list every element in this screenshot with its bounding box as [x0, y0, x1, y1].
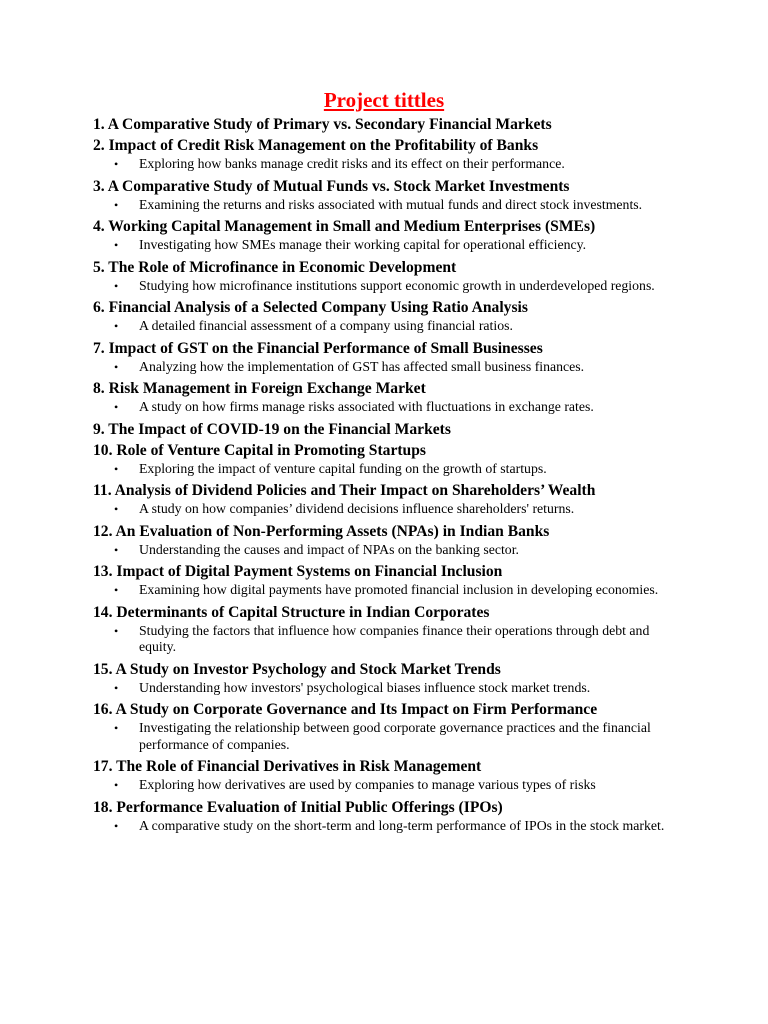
list-item — [93, 216, 683, 254]
list-item — [93, 440, 683, 478]
project-heading: 13. Impact of Digital Payment Systems on Financial Inclusion — [93, 563, 503, 580]
project-description — [93, 237, 679, 254]
project-description-text: Studying how microfinance institutions support economic growth in underdeveloped regions. — [139, 277, 655, 293]
project-description-text: Exploring how derivatives are used by companies to manage various types of risks — [139, 777, 596, 792]
project-description-text: A study on how companies’ dividend decisions influence shareholders' returns. — [139, 501, 575, 516]
project-heading: 3. A Comparative Study of Mutual Funds vs. Stock Market Investments — [93, 177, 570, 195]
project-description-text: Investigating how SMEs manage their working capital for operational efficiency. — [139, 237, 587, 252]
project-heading: 14. Determinants of Capital Structure in Indian Corporates — [93, 603, 490, 621]
project-description — [93, 156, 679, 173]
bullet-icon: • — [114, 778, 119, 792]
bullet-icon: • — [114, 238, 119, 252]
bullet-icon: • — [114, 502, 119, 516]
project-heading: 10. Role of Venture Capital in Promoting Startups — [93, 441, 426, 459]
bullet-icon: • — [114, 400, 119, 414]
project-description-text: Studying the factors that influence how companies finance their operations through debt and equity. — [139, 622, 650, 654]
project-description-text: Understanding the causes and impact of NPAs on the banking sector. — [139, 541, 519, 557]
project-description-text: Examining how digital payments have promoted financial inclusion in developing economies. — [139, 582, 659, 597]
project-description — [93, 680, 679, 697]
project-description-text: A detailed financial assessment of a company using financial ratios. — [139, 318, 513, 333]
project-heading: 8. Risk Management in Foreign Exchange Market — [93, 380, 426, 397]
project-heading: 9. The Impact of COVID-19 on the Financial Markets — [93, 420, 451, 438]
list-item — [93, 338, 683, 376]
bullet-icon: • — [114, 818, 119, 833]
project-description — [93, 623, 679, 656]
project-heading: 4. Working Capital Management in Small and Medium Enterprises (SMEs) — [93, 218, 596, 235]
project-heading: 6. Financial Analysis of a Selected Company Using Ratio Analysis — [93, 299, 528, 316]
bullet-icon: • — [114, 721, 119, 735]
list-item — [93, 602, 683, 656]
bullet-icon: • — [114, 278, 119, 293]
list-item — [93, 756, 683, 794]
bullet-icon: • — [114, 583, 119, 597]
bullet-icon: • — [114, 157, 119, 171]
project-description-text: A study on how firms manage risks associated with fluctuations in exchange rates. — [139, 399, 594, 414]
list-item — [93, 176, 683, 214]
project-description — [93, 197, 679, 214]
project-heading: 15. A Study on Investor Psychology and Stock Market Trends — [93, 660, 501, 678]
list-item — [93, 480, 683, 518]
project-description-text: Exploring the impact of venture capital funding on the growth of startups. — [139, 460, 547, 476]
list-item — [93, 378, 683, 416]
bullet-icon: • — [114, 623, 119, 638]
project-heading: 2. Impact of Credit Risk Management on the Profitability of Banks — [93, 137, 539, 154]
bullet-icon: • — [114, 542, 119, 557]
list-item — [93, 419, 683, 440]
project-heading: 11. Analysis of Dividend Policies and Their Impact on Shareholders’ Wealth — [93, 482, 596, 499]
bullet-icon: • — [114, 680, 119, 695]
list-item — [93, 135, 683, 173]
project-description — [93, 582, 679, 599]
project-heading: 7. Impact of GST on the Financial Performance of Small Businesses — [93, 339, 543, 357]
project-description — [93, 777, 679, 794]
project-description-text: Understanding how investors' psychological biases influence stock market trends. — [139, 679, 591, 695]
project-title-list — [93, 114, 683, 837]
list-item — [93, 114, 683, 135]
project-description — [93, 359, 679, 376]
project-heading: 18. Performance Evaluation of Initial Public Offerings (IPOs) — [93, 798, 503, 816]
project-description — [93, 542, 679, 559]
project-description-text: A comparative study on the short-term and long-term performance of IPOs in the stock market. — [139, 817, 665, 833]
bullet-icon: • — [114, 359, 119, 374]
project-description — [93, 278, 679, 295]
project-description-text: Exploring how banks manage credit risks and its effect on their performance. — [139, 156, 565, 171]
project-description-text: Analyzing how the implementation of GST has affected small business finances. — [139, 358, 585, 374]
list-item — [93, 561, 683, 599]
project-heading: 12. An Evaluation of Non-Performing Assets (NPAs) in Indian Banks — [93, 522, 550, 540]
list-item — [93, 257, 683, 295]
project-heading: 1. A Comparative Study of Primary vs. Secondary Financial Markets — [93, 116, 552, 133]
project-heading: 17. The Role of Financial Derivatives in Risk Management — [93, 758, 482, 775]
list-item — [93, 659, 683, 697]
list-item — [93, 797, 683, 835]
bullet-icon: • — [114, 461, 119, 476]
project-description — [93, 399, 679, 416]
project-description-text: Examining the returns and risks associated with mutual funds and direct stock investments. — [139, 196, 643, 212]
project-heading: 5. The Role of Microfinance in Economic Development — [93, 258, 457, 276]
bullet-icon: • — [114, 319, 119, 333]
project-heading: 16. A Study on Corporate Governance and Its Impact on Firm Performance — [93, 701, 598, 718]
project-description — [93, 461, 679, 478]
project-description-text: Investigating the relationship between good corporate governance practices and the financial performance of companies. — [139, 720, 651, 752]
bullet-icon: • — [114, 197, 119, 212]
project-description — [93, 318, 679, 335]
project-description — [93, 501, 679, 518]
project-description — [93, 818, 679, 835]
project-description — [93, 720, 679, 753]
page-title: Project tittles — [323, 88, 445, 112]
list-item — [93, 699, 683, 753]
list-item — [93, 521, 683, 559]
list-item — [93, 297, 683, 335]
